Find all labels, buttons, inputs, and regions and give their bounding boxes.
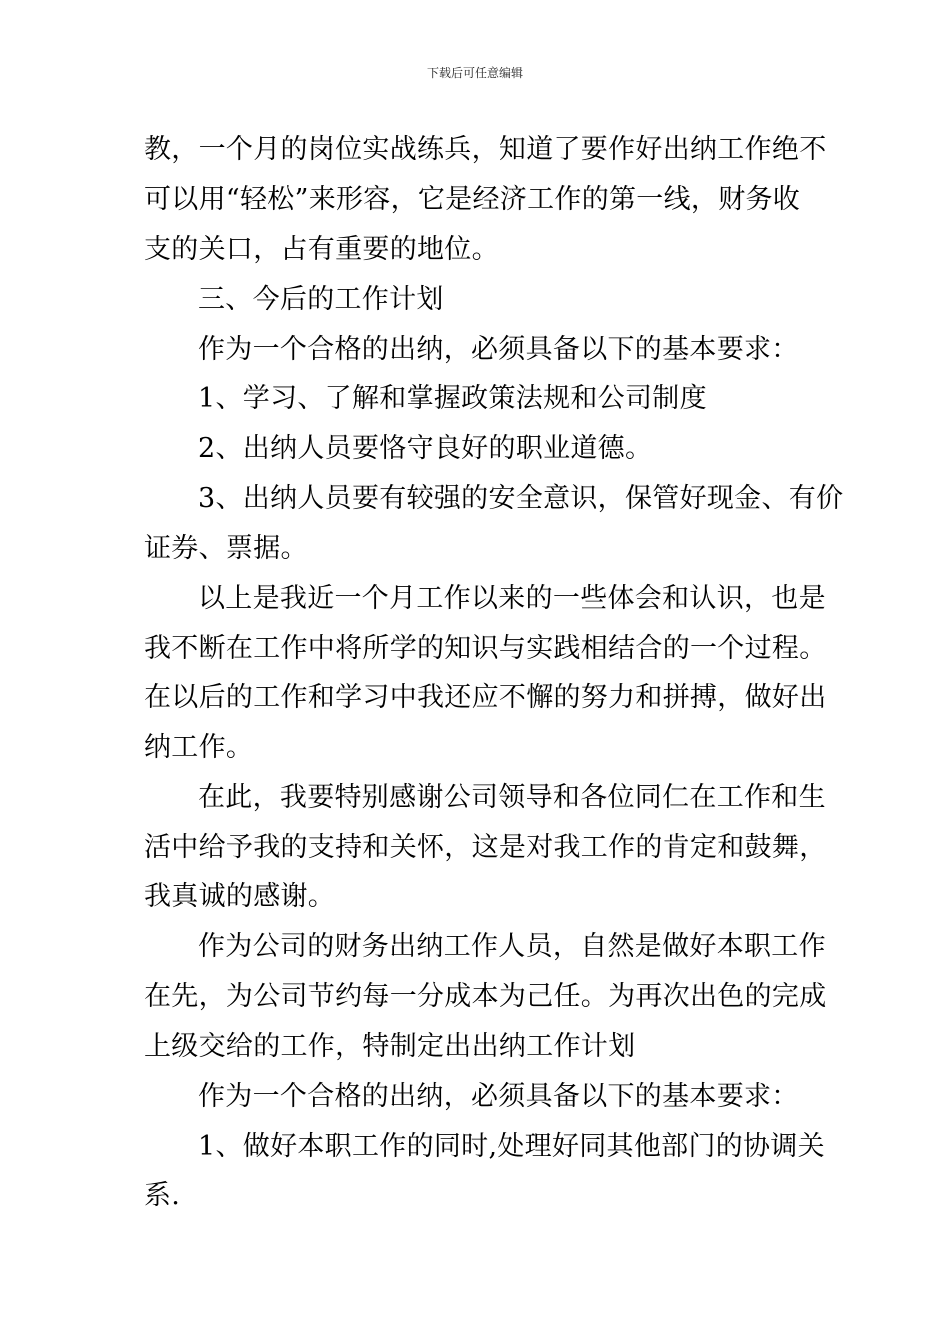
- body-line: 我真诚的感谢。: [144, 881, 336, 912]
- body-line: 上级交给的工作，特制定出出纳工作计划: [144, 1031, 636, 1062]
- list-item: 3、出纳人员要有较强的安全意识，保管好现金、有价: [198, 483, 844, 514]
- section-heading: 三、今后的工作计划: [198, 284, 444, 315]
- body-line: 证券、票据。: [144, 533, 308, 564]
- body-line: 以上是我近一个月工作以来的一些体会和认识，也是: [198, 583, 826, 614]
- body-line: 教，一个月的岗位实战练兵，知道了要作好出纳工作绝不: [144, 134, 827, 165]
- list-item: 2、出纳人员要恪守良好的职业道德。: [198, 433, 653, 464]
- body-line: 我不断在工作中将所学的知识与实践相结合的一个过程。: [144, 633, 827, 664]
- body-line: 作为一个合格的出纳，必须具备以下的基本要求：: [198, 1081, 799, 1112]
- body-line: 系.: [144, 1180, 181, 1211]
- body-line: 在以后的工作和学习中我还应不懈的努力和拼搏，做好出: [144, 682, 827, 713]
- body-line: 在此，我要特别感谢公司领导和各位同仁在工作和生: [198, 782, 826, 813]
- list-item: 1、学习、了解和掌握政策法规和公司制度: [198, 383, 707, 414]
- body-line: 作为公司的财务出纳工作人员，自然是做好本职工作: [198, 931, 826, 962]
- body-line: 活中给予我的支持和关怀，这是对我工作的肯定和鼓舞，: [144, 832, 827, 863]
- body-line: 支的关口，占有重要的地位。: [144, 234, 499, 265]
- list-item: 1、做好本职工作的同时,处理好同其他部门的协调关: [198, 1131, 825, 1162]
- body-line: 可以用“轻松”来形容，它是经济工作的第一线，财务收: [144, 184, 801, 215]
- body-line: 作为一个合格的出纳，必须具备以下的基本要求：: [198, 334, 799, 365]
- body-line: 纳工作。: [144, 732, 254, 763]
- header-note: 下载后可任意编辑: [426, 66, 523, 80]
- body-line: 在先，为公司节约每一分成本为己任。为再次出色的完成: [144, 981, 827, 1012]
